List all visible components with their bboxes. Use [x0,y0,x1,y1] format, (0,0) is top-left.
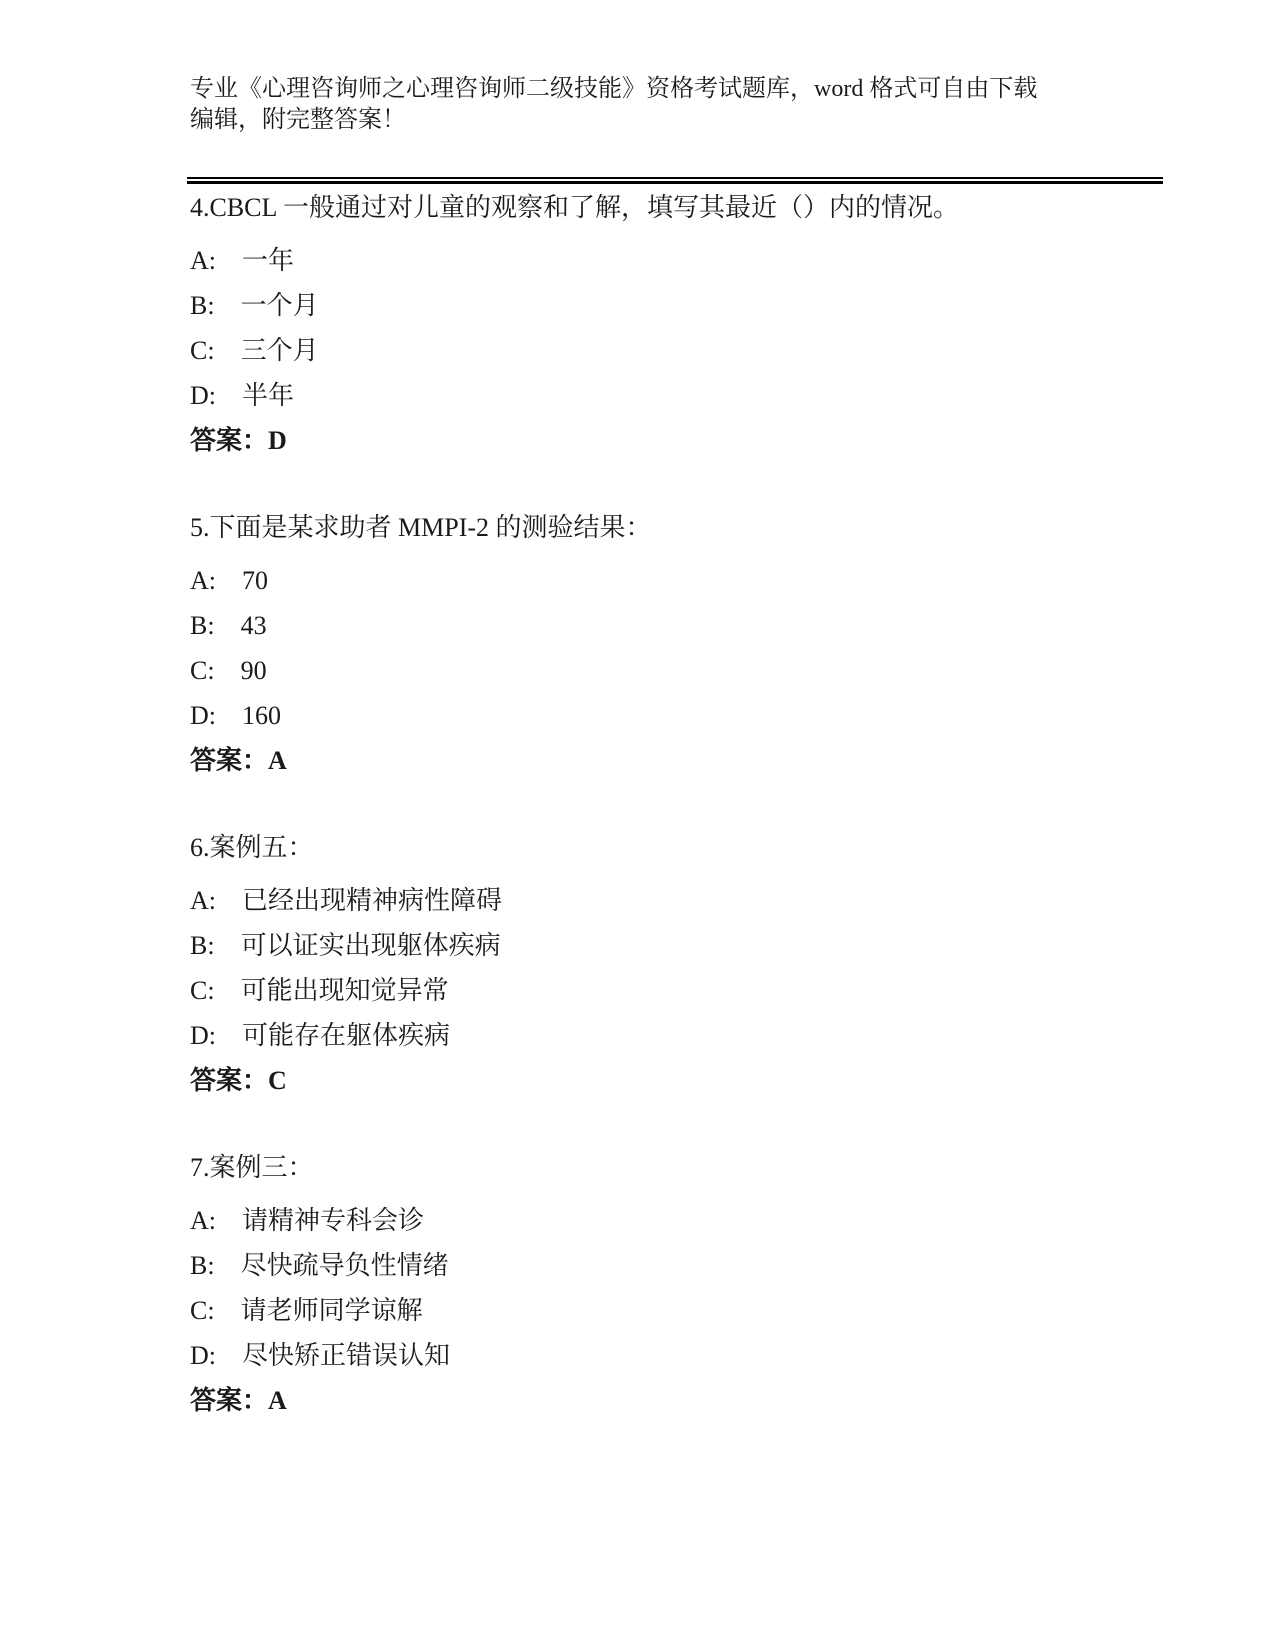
question-7-answer: 答案：A [190,1386,287,1415]
question-6-option-d: D: 可能存在躯体疾病 [190,1021,451,1050]
question-4 [190,185,1090,463]
header-divider-double-rule [187,177,1163,184]
question-7 [190,1145,1090,1423]
question-7-option-d: D: 尽快矫正错误认知 [190,1341,451,1370]
question-6-answer: 答案：C [190,1066,287,1095]
question-4-option-c: C: 三个月 [190,336,319,365]
question-5-option-c: C: 90 [190,656,267,685]
question-5-option-b: B: 43 [190,611,267,640]
question-4-answer: 答案：D [190,426,287,455]
question-5-option-d: D: 160 [190,701,282,730]
question-7-title: 7.案例三： [190,1153,314,1182]
question-7-option-b: B: 尽快疏导负性情绪 [190,1251,449,1280]
document-body [190,185,1090,1465]
question-4-option-a: A: 一年 [190,246,295,275]
question-6-option-a: A: 已经出现精神病性障碍 [190,886,503,915]
question-5 [190,505,1090,783]
question-7-option-a: A: 请精神专科会诊 [190,1206,425,1235]
question-7-option-c: C: 请老师同学谅解 [190,1296,423,1325]
header-text-line-1: 专业《心理咨询师之心理咨询师二级技能》资格考试题库，word 格式可自由下载 [190,76,1038,102]
question-6 [190,825,1090,1103]
header-text-line-2: 编辑，附完整答案！ [190,107,406,133]
page-header [190,74,1090,136]
question-5-option-a: A: 70 [190,566,269,595]
question-4-option-d: D: 半年 [190,381,295,410]
question-4-title: 4.CBCL 一般通过对儿童的观察和了解，填写其最近（）内的情况。 [190,193,959,222]
question-6-option-b: B: 可以证实出现躯体疾病 [190,931,501,960]
question-6-option-c: C: 可能出现知觉异常 [190,976,449,1005]
question-5-answer: 答案：A [190,746,287,775]
question-6-title: 6.案例五： [190,833,314,862]
question-5-title: 5.下面是某求助者 MMPI-2 的测验结果： [190,513,652,542]
question-4-option-b: B: 一个月 [190,291,319,320]
